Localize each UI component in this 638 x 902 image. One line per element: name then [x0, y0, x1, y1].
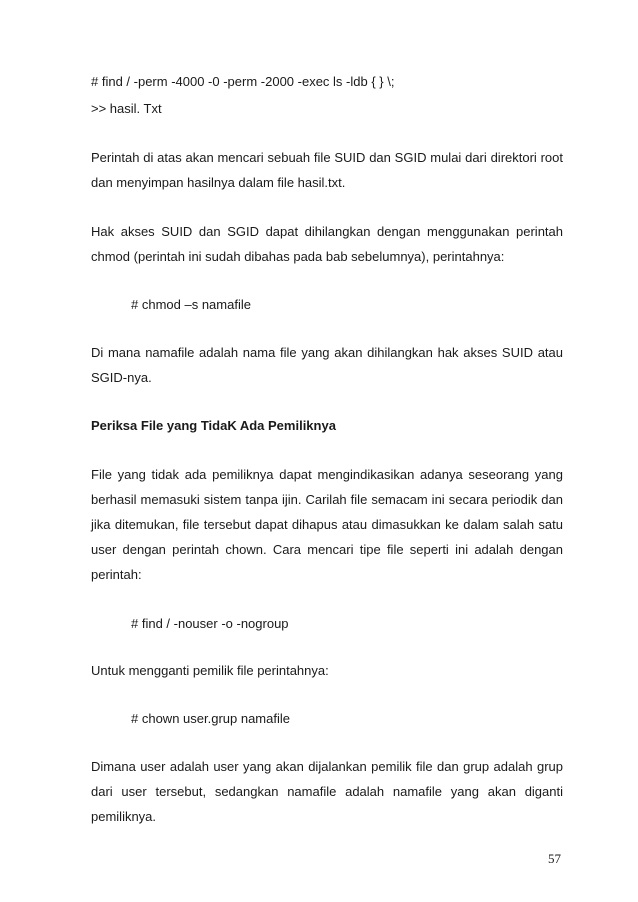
command-chmod: # chmod –s namafile: [131, 297, 251, 312]
paragraph-line: SGID-nya.: [91, 370, 152, 385]
command-find-nouser: # find / -nouser -o -nogroup: [131, 616, 289, 631]
paragraph-line: user dengan perintah chown. Cara mencari tipe file seperti ini adalah dengan: [91, 542, 563, 557]
paragraph-line: File yang tidak ada pemiliknya dapat mengindikasikan adanya seseorang yang: [91, 467, 563, 482]
paragraph-line: dan menyimpan hasilnya dalam file hasil.txt.: [91, 175, 346, 190]
paragraph-line: Perintah di atas akan mencari sebuah file SUID dan SGID mulai dari direktori root: [91, 150, 563, 165]
paragraph-line: Untuk mengganti pemilik file perintahnya:: [91, 663, 329, 678]
page-number: 57: [548, 851, 561, 866]
paragraph-line: pemiliknya.: [91, 809, 157, 824]
command-find-suid: # find / -perm -4000 -0 -perm -2000 -exec ls -ldb { } \;: [91, 74, 395, 89]
paragraph-line: Dimana user adalah user yang akan dijalankan pemilik file dan grup adalah grup: [91, 759, 563, 774]
paragraph-line: chmod (perintah ini sudah dibahas pada bab sebelumnya), perintahnya:: [91, 249, 505, 264]
command-chown: # chown user.grup namafile: [131, 711, 290, 726]
paragraph-line: Di mana namafile adalah nama file yang akan dihilangkan hak akses SUID atau: [91, 345, 563, 360]
paragraph-line: berhasil memasuki sistem tanpa ijin. Carilah file semacam ini secara periodik dan: [91, 492, 563, 507]
paragraph-line: Hak akses SUID dan SGID dapat dihilangkan dengan menggunakan perintah: [91, 224, 563, 239]
command-output-redirect: >> hasil. Txt: [91, 101, 162, 116]
paragraph-line: jika ditemukan, file tersebut dapat dihapus atau dimasukkan ke dalam salah satu: [91, 517, 563, 532]
paragraph-line: perintah:: [91, 567, 142, 582]
section-heading: Periksa File yang TidaK Ada Pemiliknya: [91, 418, 336, 433]
paragraph-line: dari user tersebut, sedangkan namafile adalah namafile yang akan diganti: [91, 784, 563, 799]
